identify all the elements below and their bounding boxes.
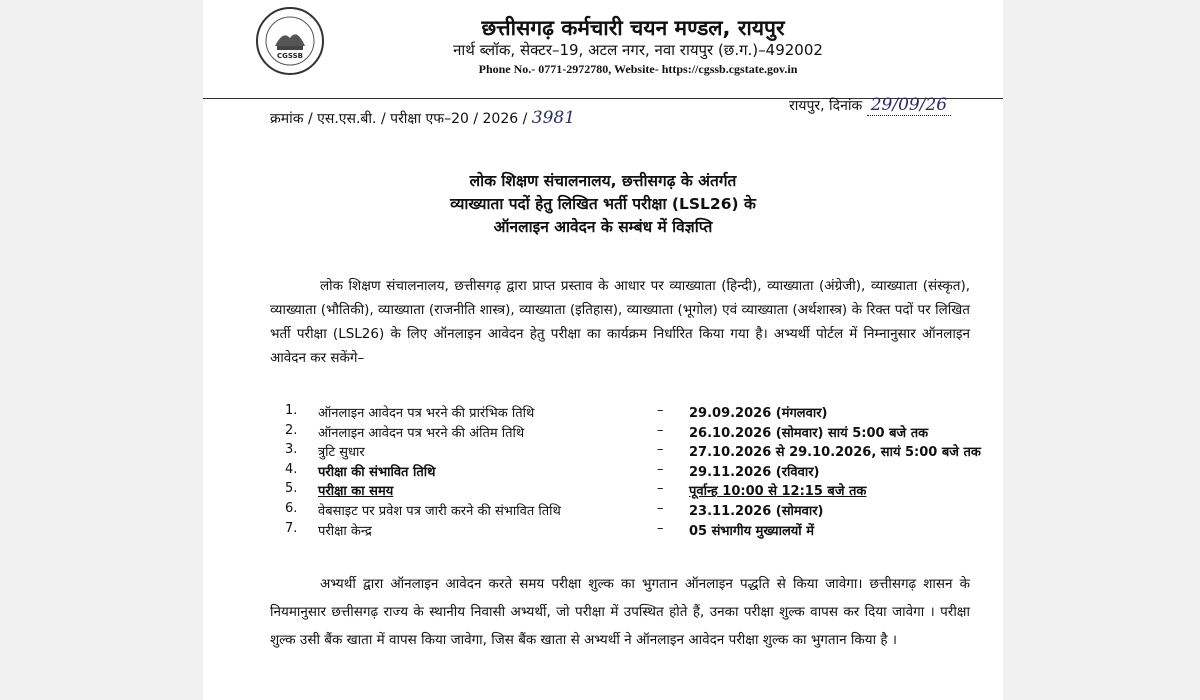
row-dash: – xyxy=(657,442,664,458)
schedule-row xyxy=(285,462,985,482)
schedule-row xyxy=(285,501,985,521)
row-value: 05 संभागीय मुख्यालयों में xyxy=(689,523,814,539)
row-number: 4. xyxy=(285,461,298,477)
reference-number xyxy=(270,108,575,128)
row-value: 27.10.2026 से 29.10.2026, सायं 5:00 बजे तक xyxy=(689,445,981,461)
date-handwritten: 29/09/26 xyxy=(867,95,951,116)
subject-line-2: व्याख्याता पदों हेतु लिखित भर्ती परीक्षा (LSL26) के xyxy=(450,195,756,213)
schedule-row xyxy=(285,442,985,462)
row-value: पूर्वान्ह 10:00 से 12:15 बजे तक xyxy=(689,484,867,500)
subject-line-1: लोक शिक्षण संचालनालय, छत्तीसगढ़ के अंतर्गत xyxy=(469,172,737,190)
reference-prefix: क्रमांक / एस.एस.बी. / परीक्षा एफ–20 / 2026 / xyxy=(270,111,528,127)
row-dash: – xyxy=(657,520,664,536)
row-number: 1. xyxy=(285,403,298,418)
row-label: परीक्षा केन्द्र xyxy=(318,523,372,539)
row-number: 7. xyxy=(285,520,298,536)
notice-subject xyxy=(203,170,1003,239)
intro-paragraph: लोक शिक्षण संचालनालय, छत्तीसगढ़ द्वारा प्राप्त प्रस्ताव के आधार पर व्याख्याता (हिन्दी), व्याख्याता (अंग्रेजी), व्याख्याता (संस्कृत), व्याख्याता (भौतिकी), व्याख्याता (राजनीति शास्त्र), व्याख्याता (इतिहास), व्याख्याता (भूगोल) एवं व्याख्याता (अर्थशास्त्र) के रिक्त पदों पर लिखित भर्ती परीक्षा (LSL26) के लिए ऑनलाइन आवेदन हेतु परीक्षा का कार्यक्रम निर्धारित किया गया है। अभ्यर्थी पोर्टल में निम्नानुसार ऑनलाइन आवेदन कर सकेंगे– xyxy=(270,278,970,366)
row-value: 23.11.2026 (सोमवार) xyxy=(689,503,824,519)
row-value: 26.10.2026 (सोमवार) सायं 5:00 बजे तक xyxy=(689,425,929,441)
subject-line-3: ऑनलाइन आवेदन के सम्बंध में विज्ञप्ति xyxy=(493,218,713,236)
row-label: परीक्षा की संभावित तिथि xyxy=(318,464,436,480)
schedule-row xyxy=(285,403,985,423)
org-name: छत्तीसगढ़ कर्मचारी चयन मण्डल, रायपुर xyxy=(481,16,785,40)
row-label: वेबसाइट पर प्रवेश पत्र जारी करने की संभावित तिथि xyxy=(318,503,561,519)
row-label: त्रुटि सुधार xyxy=(318,445,365,461)
row-value: 29.09.2026 (मंगलवार) xyxy=(689,406,828,421)
row-label: ऑनलाइन आवेदन पत्र भरने की प्रारंभिक तिथि xyxy=(318,406,535,421)
row-number: 2. xyxy=(285,422,298,438)
document-page xyxy=(203,0,1003,700)
org-contact: Phone No.- 0771-2972780, Website- https://cgssb.cgstate.gov.in xyxy=(478,62,798,76)
schedule-row xyxy=(285,521,985,541)
schedule-row xyxy=(285,423,985,443)
date-prefix: रायपुर, दिनांक xyxy=(789,98,863,114)
row-dash: – xyxy=(657,422,664,438)
reference-date xyxy=(789,95,951,116)
schedule-row xyxy=(285,481,985,501)
fee-paragraph: अभ्यर्थी द्वारा ऑनलाइन आवेदन करते समय परीक्षा शुल्क का भुगतान ऑनलाइन पद्धति से किया जावेगा। छत्तीसगढ़ शासन के नियमानुसार छत्तीसगढ़ राज्य के स्थानीय निवासी अभ्यर्थी, जो परीक्षा में उपस्थित होते हैं, उनका परीक्षा शुल्क वापस कर दिया जावेगा । परीक्षा शुल्क उसी बैंक खाता में वापस किया जावेगा, जिस बैंक खाता से अभ्यर्थी ने ऑनलाइन आवेदन परीक्षा शुल्क का भुगतान किया है । xyxy=(270,576,970,648)
reference-handwritten-number: 3981 xyxy=(531,108,576,128)
schedule-list xyxy=(285,403,985,540)
row-value: 29.11.2026 (रविवार) xyxy=(689,464,820,480)
row-dash: – xyxy=(657,403,664,418)
row-dash: – xyxy=(657,481,664,497)
row-dash: – xyxy=(657,461,664,477)
row-number: 5. xyxy=(285,481,298,497)
row-label: परीक्षा का समय xyxy=(318,484,394,500)
row-label: ऑनलाइन आवेदन पत्र भरने की अंतिम तिथि xyxy=(318,425,525,441)
org-address: नार्थ ब्लॉक, सेक्टर–19, अटल नगर, नवा रायपुर (छ.ग.)–492002 xyxy=(453,41,823,59)
row-number: 6. xyxy=(285,500,298,516)
svg-text:CGSSB: CGSSB xyxy=(277,52,303,60)
row-dash: – xyxy=(657,500,664,516)
row-number: 3. xyxy=(285,442,298,458)
